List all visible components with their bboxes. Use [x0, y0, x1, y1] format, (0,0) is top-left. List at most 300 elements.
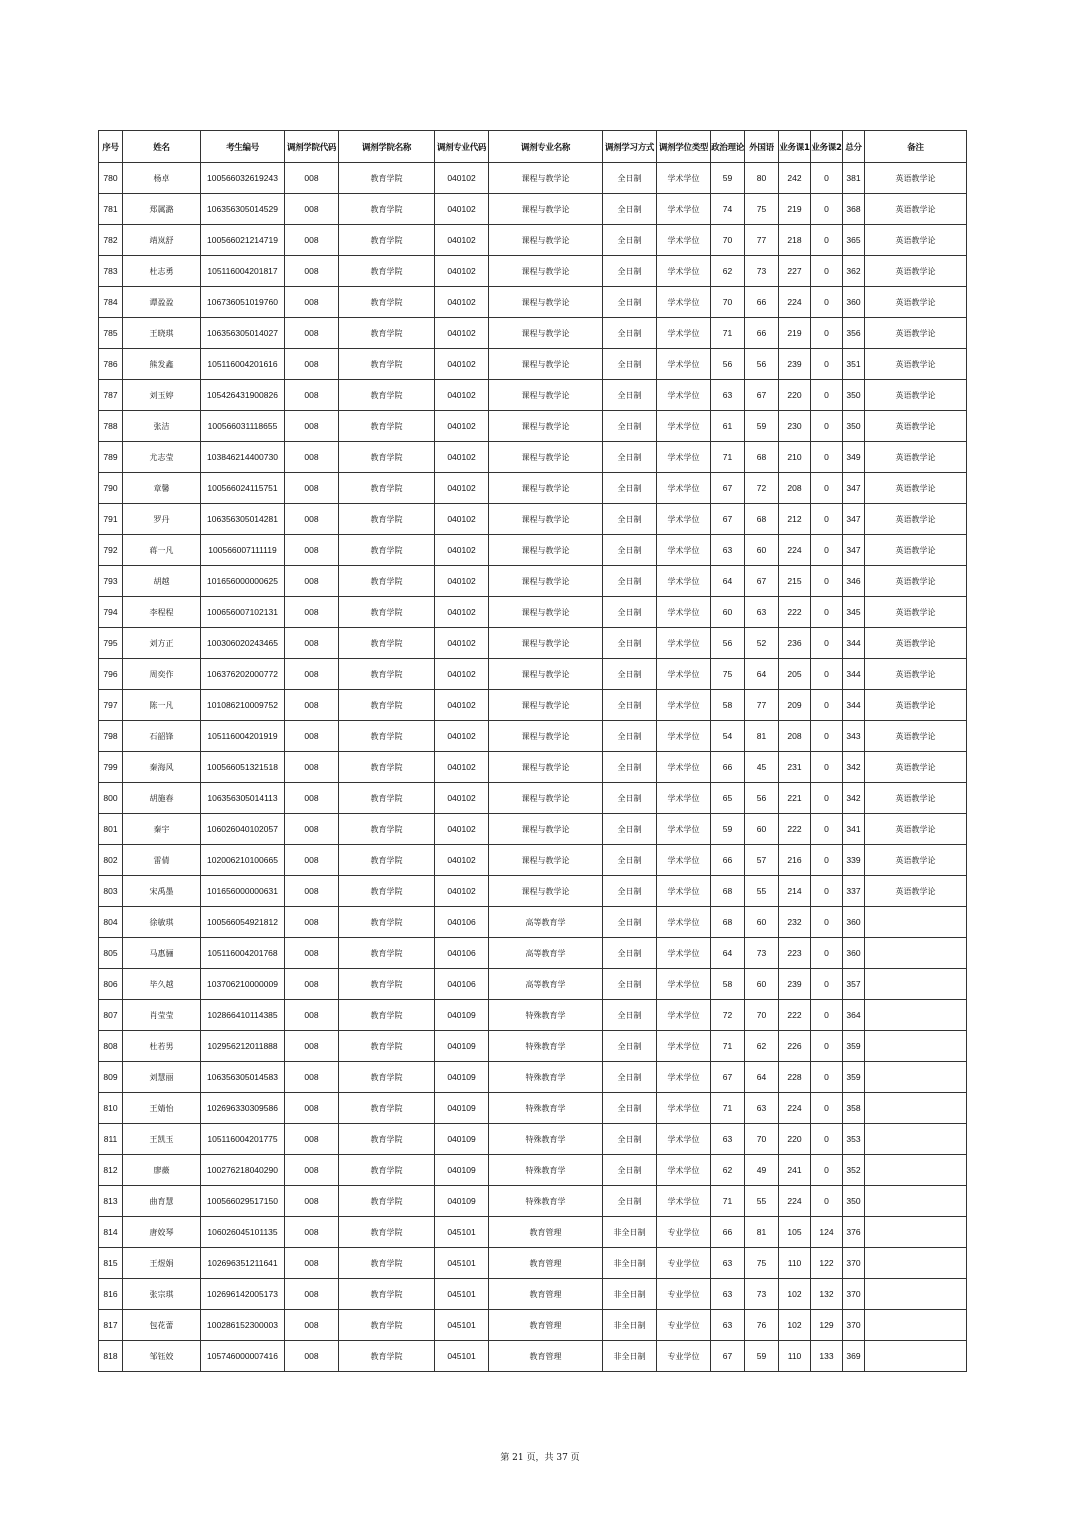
col-major-name-cell: 课程与教学论: [489, 659, 603, 690]
col-total-cell: 381: [843, 163, 865, 194]
col-subject-2-cell: 0: [811, 752, 843, 783]
col-seq-cell: 786: [99, 349, 123, 380]
col-degree-type-cell: 学术学位: [657, 1186, 711, 1217]
col-subject-1-cell: 239: [779, 349, 811, 380]
col-name-cell: 唐姣琴: [123, 1217, 201, 1248]
col-remark-header: 备注: [865, 131, 967, 163]
col-seq-cell: 815: [99, 1248, 123, 1279]
col-name-cell: 章馨: [123, 473, 201, 504]
col-exam-id-cell: 105116004201817: [201, 256, 285, 287]
col-major-name-cell: 教育管理: [489, 1248, 603, 1279]
col-degree-type-cell: 学术学位: [657, 1093, 711, 1124]
col-exam-id-cell: 100286152300003: [201, 1310, 285, 1341]
col-remark-cell: [865, 1062, 967, 1093]
col-major-name-cell: 课程与教学论: [489, 349, 603, 380]
col-politics-cell: 70: [711, 225, 745, 256]
col-major-name-cell: 教育管理: [489, 1279, 603, 1310]
col-total-cell: 343: [843, 721, 865, 752]
col-total-cell: 351: [843, 349, 865, 380]
col-politics-cell: 62: [711, 1155, 745, 1186]
col-name-cell: 刘方正: [123, 628, 201, 659]
table-row: [99, 938, 967, 969]
col-subject-2-cell: 0: [811, 411, 843, 442]
col-politics-cell: 75: [711, 659, 745, 690]
col-foreign-lang-cell: 60: [745, 969, 779, 1000]
col-major-code-cell: 040102: [435, 504, 489, 535]
col-college-code-cell: 008: [285, 907, 339, 938]
col-degree-type-cell: 学术学位: [657, 783, 711, 814]
col-study-mode-cell: 全日制: [603, 907, 657, 938]
col-degree-type-cell: 学术学位: [657, 876, 711, 907]
col-total-cell: 362: [843, 256, 865, 287]
col-college-name-cell: 教育学院: [339, 349, 435, 380]
col-exam-id-cell: 100566032619243: [201, 163, 285, 194]
col-foreign-lang-cell: 70: [745, 1124, 779, 1155]
col-politics-cell: 66: [711, 1217, 745, 1248]
col-college-name-cell: 教育学院: [339, 442, 435, 473]
col-major-name-cell: 课程与教学论: [489, 535, 603, 566]
col-degree-type-cell: 学术学位: [657, 938, 711, 969]
col-foreign-lang-cell: 60: [745, 907, 779, 938]
table-row: [99, 1093, 967, 1124]
col-seq-cell: 804: [99, 907, 123, 938]
col-remark-cell: 英语教学论: [865, 504, 967, 535]
col-college-code-cell: 008: [285, 783, 339, 814]
col-degree-type-cell: 学术学位: [657, 318, 711, 349]
col-college-code-cell: 008: [285, 287, 339, 318]
col-politics-cell: 68: [711, 907, 745, 938]
col-seq-cell: 802: [99, 845, 123, 876]
col-name-cell: 郑属潞: [123, 194, 201, 225]
col-study-mode-cell: 全日制: [603, 783, 657, 814]
col-total-cell: 370: [843, 1248, 865, 1279]
col-exam-id-cell: 102866410114385: [201, 1000, 285, 1031]
table-row: [99, 876, 967, 907]
col-name-cell: 杜若男: [123, 1031, 201, 1062]
col-degree-type-cell: 学术学位: [657, 256, 711, 287]
col-politics-cell: 64: [711, 566, 745, 597]
col-foreign-lang-cell: 57: [745, 845, 779, 876]
col-seq-cell: 784: [99, 287, 123, 318]
col-college-name-cell: 教育学院: [339, 690, 435, 721]
col-major-code-cell: 040102: [435, 659, 489, 690]
col-remark-cell: 英语教学论: [865, 287, 967, 318]
col-degree-type-cell: 学术学位: [657, 1155, 711, 1186]
col-remark-cell: 英语教学论: [865, 566, 967, 597]
col-foreign-lang-cell: 67: [745, 566, 779, 597]
col-subject-2-cell: 0: [811, 628, 843, 659]
col-major-code-cell: 045101: [435, 1217, 489, 1248]
col-politics-header: 政治理论: [711, 131, 745, 163]
col-exam-id-cell: 106356305014281: [201, 504, 285, 535]
col-major-code-header: 调剂专业代码: [435, 131, 489, 163]
col-foreign-lang-cell: 80: [745, 163, 779, 194]
col-major-code-cell: 045101: [435, 1341, 489, 1372]
col-college-code-cell: 008: [285, 1217, 339, 1248]
col-remark-cell: [865, 1124, 967, 1155]
col-exam-id-cell: 105116004201919: [201, 721, 285, 752]
col-study-mode-cell: 全日制: [603, 597, 657, 628]
col-subject-1-cell: 209: [779, 690, 811, 721]
col-name-cell: 曲育慧: [123, 1186, 201, 1217]
col-degree-type-cell: 学术学位: [657, 814, 711, 845]
col-subject-1-cell: 212: [779, 504, 811, 535]
col-major-code-cell: 040109: [435, 1000, 489, 1031]
col-degree-type-cell: 学术学位: [657, 690, 711, 721]
col-subject-2-cell: 0: [811, 349, 843, 380]
col-major-code-cell: 040102: [435, 783, 489, 814]
col-major-code-cell: 040109: [435, 1062, 489, 1093]
col-total-cell: 360: [843, 938, 865, 969]
col-study-mode-cell: 全日制: [603, 659, 657, 690]
col-foreign-lang-cell: 63: [745, 1093, 779, 1124]
col-degree-type-cell: 学术学位: [657, 287, 711, 318]
col-major-name-cell: 高等教育学: [489, 938, 603, 969]
col-foreign-lang-cell: 60: [745, 535, 779, 566]
col-college-code-cell: 008: [285, 597, 339, 628]
col-total-cell: 344: [843, 690, 865, 721]
col-study-mode-cell: 非全日制: [603, 1310, 657, 1341]
col-study-mode-cell: 全日制: [603, 752, 657, 783]
col-major-name-cell: 课程与教学论: [489, 256, 603, 287]
col-politics-cell: 58: [711, 690, 745, 721]
col-foreign-lang-cell: 63: [745, 597, 779, 628]
table-row: [99, 194, 967, 225]
col-total-cell: 344: [843, 628, 865, 659]
col-major-name-cell: 课程与教学论: [489, 287, 603, 318]
col-degree-type-cell: 专业学位: [657, 1248, 711, 1279]
col-subject-1-cell: 219: [779, 318, 811, 349]
table-row: [99, 1217, 967, 1248]
col-college-code-cell: 008: [285, 256, 339, 287]
col-major-name-cell: 课程与教学论: [489, 194, 603, 225]
col-total-cell: 359: [843, 1062, 865, 1093]
col-exam-id-cell: 103706210000009: [201, 969, 285, 1000]
col-major-code-cell: 040109: [435, 1093, 489, 1124]
col-major-code-cell: 040102: [435, 442, 489, 473]
col-foreign-lang-cell: 73: [745, 1279, 779, 1310]
col-college-name-cell: 教育学院: [339, 318, 435, 349]
col-total-header: 总分: [843, 131, 865, 163]
col-seq-cell: 783: [99, 256, 123, 287]
col-remark-cell: 英语教学论: [865, 442, 967, 473]
col-major-name-cell: 课程与教学论: [489, 225, 603, 256]
col-total-cell: 346: [843, 566, 865, 597]
col-degree-type-cell: 学术学位: [657, 411, 711, 442]
col-college-name-cell: 教育学院: [339, 1000, 435, 1031]
col-major-name-cell: 特殊教育学: [489, 1186, 603, 1217]
col-degree-type-cell: 专业学位: [657, 1310, 711, 1341]
col-subject-2-cell: 124: [811, 1217, 843, 1248]
col-study-mode-cell: 全日制: [603, 1000, 657, 1031]
col-major-code-cell: 040102: [435, 566, 489, 597]
col-subject-1-cell: 241: [779, 1155, 811, 1186]
col-seq-cell: 812: [99, 1155, 123, 1186]
col-college-code-cell: 008: [285, 1248, 339, 1279]
col-subject-1-cell: 216: [779, 845, 811, 876]
col-remark-cell: 英语教学论: [865, 225, 967, 256]
table-row: [99, 380, 967, 411]
col-college-name-cell: 教育学院: [339, 380, 435, 411]
col-college-name-cell: 教育学院: [339, 1279, 435, 1310]
col-total-cell: 347: [843, 473, 865, 504]
col-foreign-lang-cell: 68: [745, 504, 779, 535]
col-degree-type-cell: 学术学位: [657, 845, 711, 876]
col-seq-cell: 808: [99, 1031, 123, 1062]
col-college-code-cell: 008: [285, 1000, 339, 1031]
table-row: [99, 1062, 967, 1093]
table-row: [99, 1279, 967, 1310]
col-politics-cell: 66: [711, 752, 745, 783]
col-study-mode-cell: 全日制: [603, 845, 657, 876]
col-major-name-cell: 特殊教育学: [489, 1155, 603, 1186]
col-remark-cell: 英语教学论: [865, 721, 967, 752]
col-college-name-cell: 教育学院: [339, 473, 435, 504]
col-subject-2-cell: 0: [811, 380, 843, 411]
col-subject-1-cell: 210: [779, 442, 811, 473]
col-politics-cell: 71: [711, 1186, 745, 1217]
col-foreign-lang-cell: 59: [745, 411, 779, 442]
col-name-cell: 胡越: [123, 566, 201, 597]
col-total-cell: 341: [843, 814, 865, 845]
col-politics-cell: 68: [711, 876, 745, 907]
col-subject-2-cell: 0: [811, 442, 843, 473]
col-subject-2-cell: 0: [811, 845, 843, 876]
col-total-cell: 350: [843, 1186, 865, 1217]
col-foreign-lang-cell: 73: [745, 938, 779, 969]
col-name-cell: 杨卓: [123, 163, 201, 194]
col-college-name-cell: 教育学院: [339, 287, 435, 318]
col-major-code-cell: 040102: [435, 380, 489, 411]
col-subject-2-cell: 0: [811, 194, 843, 225]
col-subject-2-cell: 0: [811, 659, 843, 690]
col-foreign-lang-cell: 52: [745, 628, 779, 659]
col-name-cell: 包花蕾: [123, 1310, 201, 1341]
col-major-name-cell: 课程与教学论: [489, 721, 603, 752]
col-subject-1-cell: 214: [779, 876, 811, 907]
col-exam-id-cell: 101656000000631: [201, 876, 285, 907]
col-study-mode-cell: 全日制: [603, 938, 657, 969]
col-college-name-cell: 教育学院: [339, 969, 435, 1000]
col-degree-type-cell: 专业学位: [657, 1279, 711, 1310]
col-study-mode-cell: 全日制: [603, 411, 657, 442]
col-total-cell: 350: [843, 411, 865, 442]
col-major-name-cell: 课程与教学论: [489, 628, 603, 659]
col-college-code-cell: 008: [285, 1310, 339, 1341]
col-seq-cell: 811: [99, 1124, 123, 1155]
col-remark-cell: [865, 1217, 967, 1248]
col-total-cell: 370: [843, 1279, 865, 1310]
table-row: [99, 225, 967, 256]
col-name-cell: 王婧怡: [123, 1093, 201, 1124]
col-foreign-lang-cell: 62: [745, 1031, 779, 1062]
col-exam-id-cell: 100566051321518: [201, 752, 285, 783]
col-college-code-cell: 008: [285, 1031, 339, 1062]
col-study-mode-cell: 全日制: [603, 1155, 657, 1186]
col-major-name-cell: 课程与教学论: [489, 566, 603, 597]
col-college-code-cell: 008: [285, 628, 339, 659]
col-exam-id-cell: 102696330309586: [201, 1093, 285, 1124]
col-degree-type-cell: 学术学位: [657, 566, 711, 597]
col-subject-2-cell: 0: [811, 256, 843, 287]
col-exam-id-cell: 102956212011888: [201, 1031, 285, 1062]
col-major-code-cell: 040102: [435, 163, 489, 194]
admission-table: [98, 130, 967, 1372]
col-college-name-cell: 教育学院: [339, 938, 435, 969]
col-seq-header: 序号: [99, 131, 123, 163]
col-major-name-cell: 特殊教育学: [489, 1093, 603, 1124]
col-subject-2-cell: 0: [811, 907, 843, 938]
col-exam-id-cell: 105426431900826: [201, 380, 285, 411]
col-subject-1-cell: 227: [779, 256, 811, 287]
col-name-cell: 毕久越: [123, 969, 201, 1000]
col-college-name-cell: 教育学院: [339, 1155, 435, 1186]
col-politics-cell: 62: [711, 256, 745, 287]
col-exam-id-cell: 100566029517150: [201, 1186, 285, 1217]
col-total-cell: 358: [843, 1093, 865, 1124]
col-remark-cell: [865, 1248, 967, 1279]
col-remark-cell: [865, 907, 967, 938]
col-college-code-header: 调剂学院代码: [285, 131, 339, 163]
col-major-code-cell: 040109: [435, 1031, 489, 1062]
table-row: [99, 473, 967, 504]
col-college-code-cell: 008: [285, 1124, 339, 1155]
table-row: [99, 318, 967, 349]
col-degree-type-cell: 学术学位: [657, 752, 711, 783]
col-name-cell: 石韶锋: [123, 721, 201, 752]
col-total-cell: 365: [843, 225, 865, 256]
col-exam-id-cell: 103846214400730: [201, 442, 285, 473]
col-major-name-cell: 课程与教学论: [489, 163, 603, 194]
col-exam-id-cell: 100306020243465: [201, 628, 285, 659]
table-row: [99, 1310, 967, 1341]
col-major-name-cell: 课程与教学论: [489, 597, 603, 628]
col-subject-1-cell: 223: [779, 938, 811, 969]
col-seq-cell: 788: [99, 411, 123, 442]
col-study-mode-cell: 全日制: [603, 442, 657, 473]
col-study-mode-cell: 全日制: [603, 721, 657, 752]
col-study-mode-cell: 全日制: [603, 473, 657, 504]
col-subject-1-cell: 221: [779, 783, 811, 814]
col-name-cell: 肖莹莹: [123, 1000, 201, 1031]
col-seq-cell: 809: [99, 1062, 123, 1093]
col-degree-type-cell: 学术学位: [657, 969, 711, 1000]
table-row: [99, 597, 967, 628]
col-degree-type-cell: 学术学位: [657, 907, 711, 938]
col-major-code-cell: 040102: [435, 349, 489, 380]
col-politics-cell: 63: [711, 1124, 745, 1155]
col-subject-2-cell: 0: [811, 938, 843, 969]
col-college-code-cell: 008: [285, 969, 339, 1000]
col-total-cell: 350: [843, 380, 865, 411]
table-body: [99, 163, 967, 1372]
col-name-cell: 王煜娟: [123, 1248, 201, 1279]
col-foreign-lang-cell: 64: [745, 659, 779, 690]
col-remark-cell: 英语教学论: [865, 349, 967, 380]
col-foreign-lang-header: 外国语: [745, 131, 779, 163]
col-name-cell: 靖岚舒: [123, 225, 201, 256]
table-header-row: [99, 131, 967, 163]
col-politics-cell: 71: [711, 442, 745, 473]
col-subject-2-cell: 0: [811, 876, 843, 907]
col-major-name-header: 调剂专业名称: [489, 131, 603, 163]
col-exam-id-cell: 101656000000625: [201, 566, 285, 597]
col-remark-cell: 英语教学论: [865, 814, 967, 845]
col-college-code-cell: 008: [285, 1341, 339, 1372]
col-remark-cell: 英语教学论: [865, 876, 967, 907]
col-name-cell: 雷倩: [123, 845, 201, 876]
col-seq-cell: 781: [99, 194, 123, 225]
col-subject-1-cell: 218: [779, 225, 811, 256]
col-total-cell: 349: [843, 442, 865, 473]
col-major-name-cell: 课程与教学论: [489, 690, 603, 721]
col-remark-cell: 英语教学论: [865, 163, 967, 194]
col-politics-cell: 67: [711, 1341, 745, 1372]
col-foreign-lang-cell: 70: [745, 1000, 779, 1031]
col-subject-1-cell: 224: [779, 1186, 811, 1217]
col-exam-id-cell: 102696142005173: [201, 1279, 285, 1310]
col-subject-2-cell: 0: [811, 1031, 843, 1062]
col-politics-cell: 67: [711, 504, 745, 535]
col-subject-2-cell: 0: [811, 1062, 843, 1093]
col-name-cell: 王晓琪: [123, 318, 201, 349]
col-college-name-cell: 教育学院: [339, 194, 435, 225]
col-major-code-cell: 040102: [435, 194, 489, 225]
col-subject-2-cell: 0: [811, 504, 843, 535]
col-major-code-cell: 040102: [435, 814, 489, 845]
col-foreign-lang-cell: 60: [745, 814, 779, 845]
col-subject-1-cell: 219: [779, 194, 811, 225]
col-major-code-cell: 040102: [435, 225, 489, 256]
col-major-code-cell: 040109: [435, 1124, 489, 1155]
col-college-code-cell: 008: [285, 318, 339, 349]
col-subject-2-header: 业务课2: [811, 131, 843, 163]
col-college-code-cell: 008: [285, 814, 339, 845]
col-college-code-cell: 008: [285, 876, 339, 907]
col-college-code-cell: 008: [285, 194, 339, 225]
col-major-code-cell: 040102: [435, 845, 489, 876]
col-subject-2-cell: 0: [811, 566, 843, 597]
col-subject-1-cell: 224: [779, 535, 811, 566]
col-foreign-lang-cell: 45: [745, 752, 779, 783]
table-row: [99, 349, 967, 380]
col-college-code-cell: 008: [285, 411, 339, 442]
col-exam-id-cell: 102696351211641: [201, 1248, 285, 1279]
col-politics-cell: 63: [711, 380, 745, 411]
col-degree-type-cell: 学术学位: [657, 225, 711, 256]
col-total-cell: 359: [843, 1031, 865, 1062]
col-subject-2-cell: 133: [811, 1341, 843, 1372]
col-foreign-lang-cell: 56: [745, 349, 779, 380]
col-study-mode-cell: 全日制: [603, 628, 657, 659]
col-exam-id-cell: 106356305014027: [201, 318, 285, 349]
col-major-code-cell: 040109: [435, 1186, 489, 1217]
col-total-cell: 376: [843, 1217, 865, 1248]
col-subject-1-cell: 220: [779, 1124, 811, 1155]
col-subject-1-cell: 239: [779, 969, 811, 1000]
col-name-cell: 刘玉婷: [123, 380, 201, 411]
col-politics-cell: 67: [711, 1062, 745, 1093]
col-name-cell: 熊发鑫: [123, 349, 201, 380]
col-seq-cell: 796: [99, 659, 123, 690]
col-remark-cell: 英语教学论: [865, 628, 967, 659]
col-remark-cell: 英语教学论: [865, 318, 967, 349]
col-degree-type-cell: 专业学位: [657, 1341, 711, 1372]
col-degree-type-cell: 学术学位: [657, 1062, 711, 1093]
col-foreign-lang-cell: 68: [745, 442, 779, 473]
col-exam-id-cell: 106736051019760: [201, 287, 285, 318]
col-major-code-cell: 040102: [435, 411, 489, 442]
